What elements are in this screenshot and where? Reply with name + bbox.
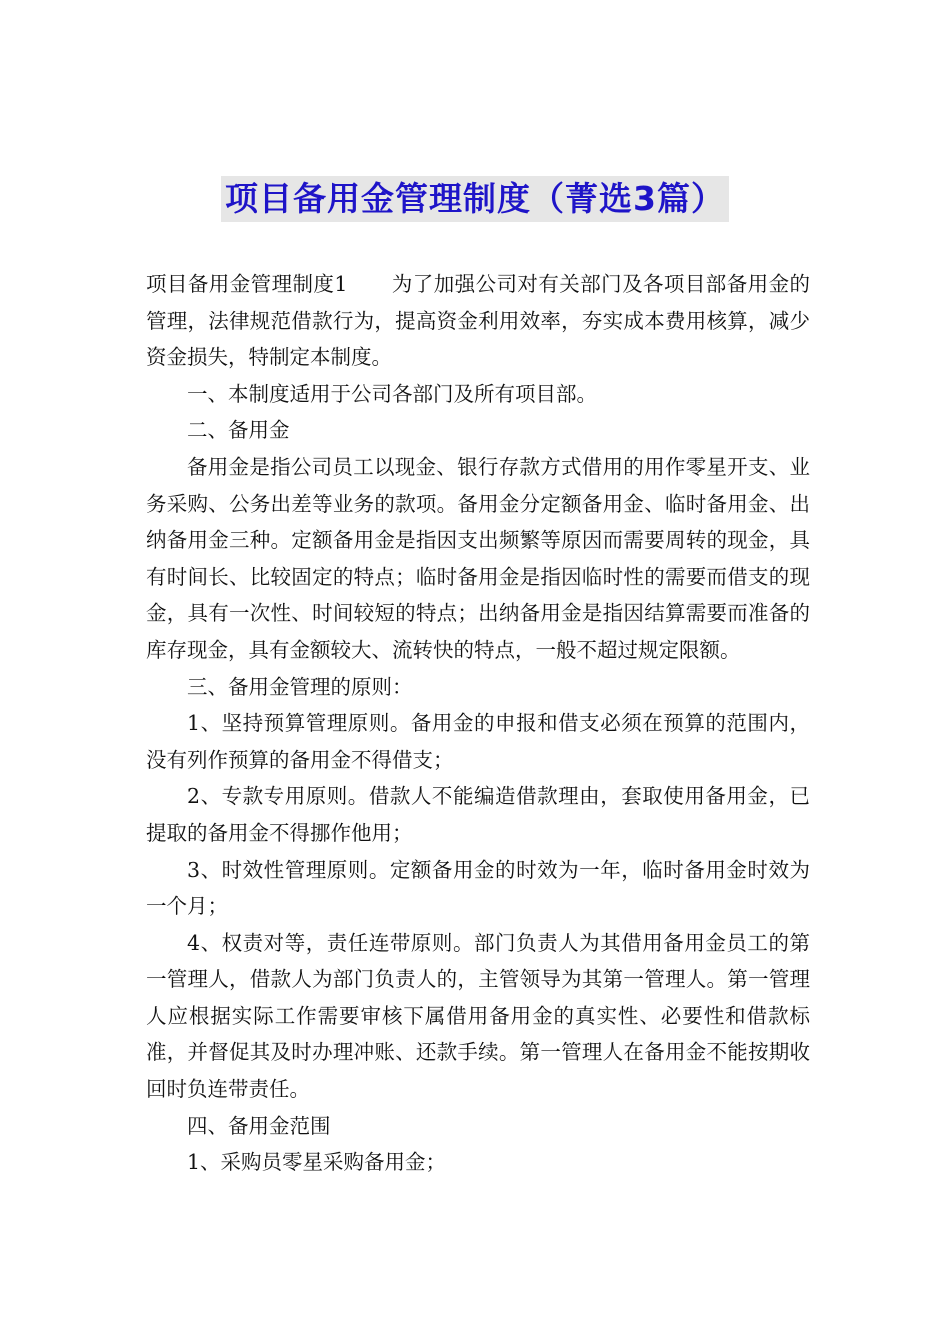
principle-3: 3、时效性管理原则。定额备用金的时效为一年，临时备用金时效为一个月； [146,857,810,919]
principle-2: 2、专款专用原则。借款人不能编造借款理由，套取使用备用金，已提取的备用金不得挪作他用； [146,784,810,845]
section-heading-2: 二、备用金 [187,418,290,443]
title-container [0,176,950,222]
intro-text: 为了加强公司对有关部门及各项目部备用金的管理，法律规范借款行为，提高资金利用效率，夯实成本费用核算，减少资金损失，特制定本制度。 [146,272,811,370]
paragraph-scope: 一、本制度适用于公司各部门及所有项目部。 [187,381,597,406]
section-heading-4: 四、备用金范围 [187,1113,331,1138]
principle-4: 4、权责对等，责任连带原则。部门负责人为其借用备用金员工的第一管理人，借款人为部门负责人的，主管领导为其第一管理人。第一管理人应根据实际工作需要审核下属借用备用金的真实性、必要性和借款标准，并督促其及时办理冲账、还款手续。第一管理人在备用金不能按期收回时负连带责任。 [146,930,810,1102]
paragraph-intro [146,266,810,376]
section-heading-3: 三、备用金管理的原则： [187,674,413,699]
document-title: 项目备用金管理制度（菁选3篇） [221,176,729,222]
principle-1: 1、坚持预算管理原则。备用金的申报和借支必须在预算的范围内，没有列作预算的备用金不得借支； [146,711,810,772]
paragraph-definition: 备用金是指公司员工以现金、银行存款方式借用的用作零星开支、业务采购、公务出差等业务的款项。备用金分定额备用金、临时备用金、出纳备用金三种。定额备用金是指因支出频繁等原因而需要周转的现金，具有时间长、比较固定的特点；临时备用金是指因临时性的需要而借支的现金，具有一次性、时间较短的特点；出纳备用金是指因结算需要而准备的库存现金，具有金额较大、流转快的特点，一般不超过规定限额。 [146,454,810,662]
scope-item-1: 1、采购员零星采购备用金； [187,1150,447,1175]
intro-heading: 项目备用金管理制度1 [146,272,348,296]
document-body [146,266,810,1181]
